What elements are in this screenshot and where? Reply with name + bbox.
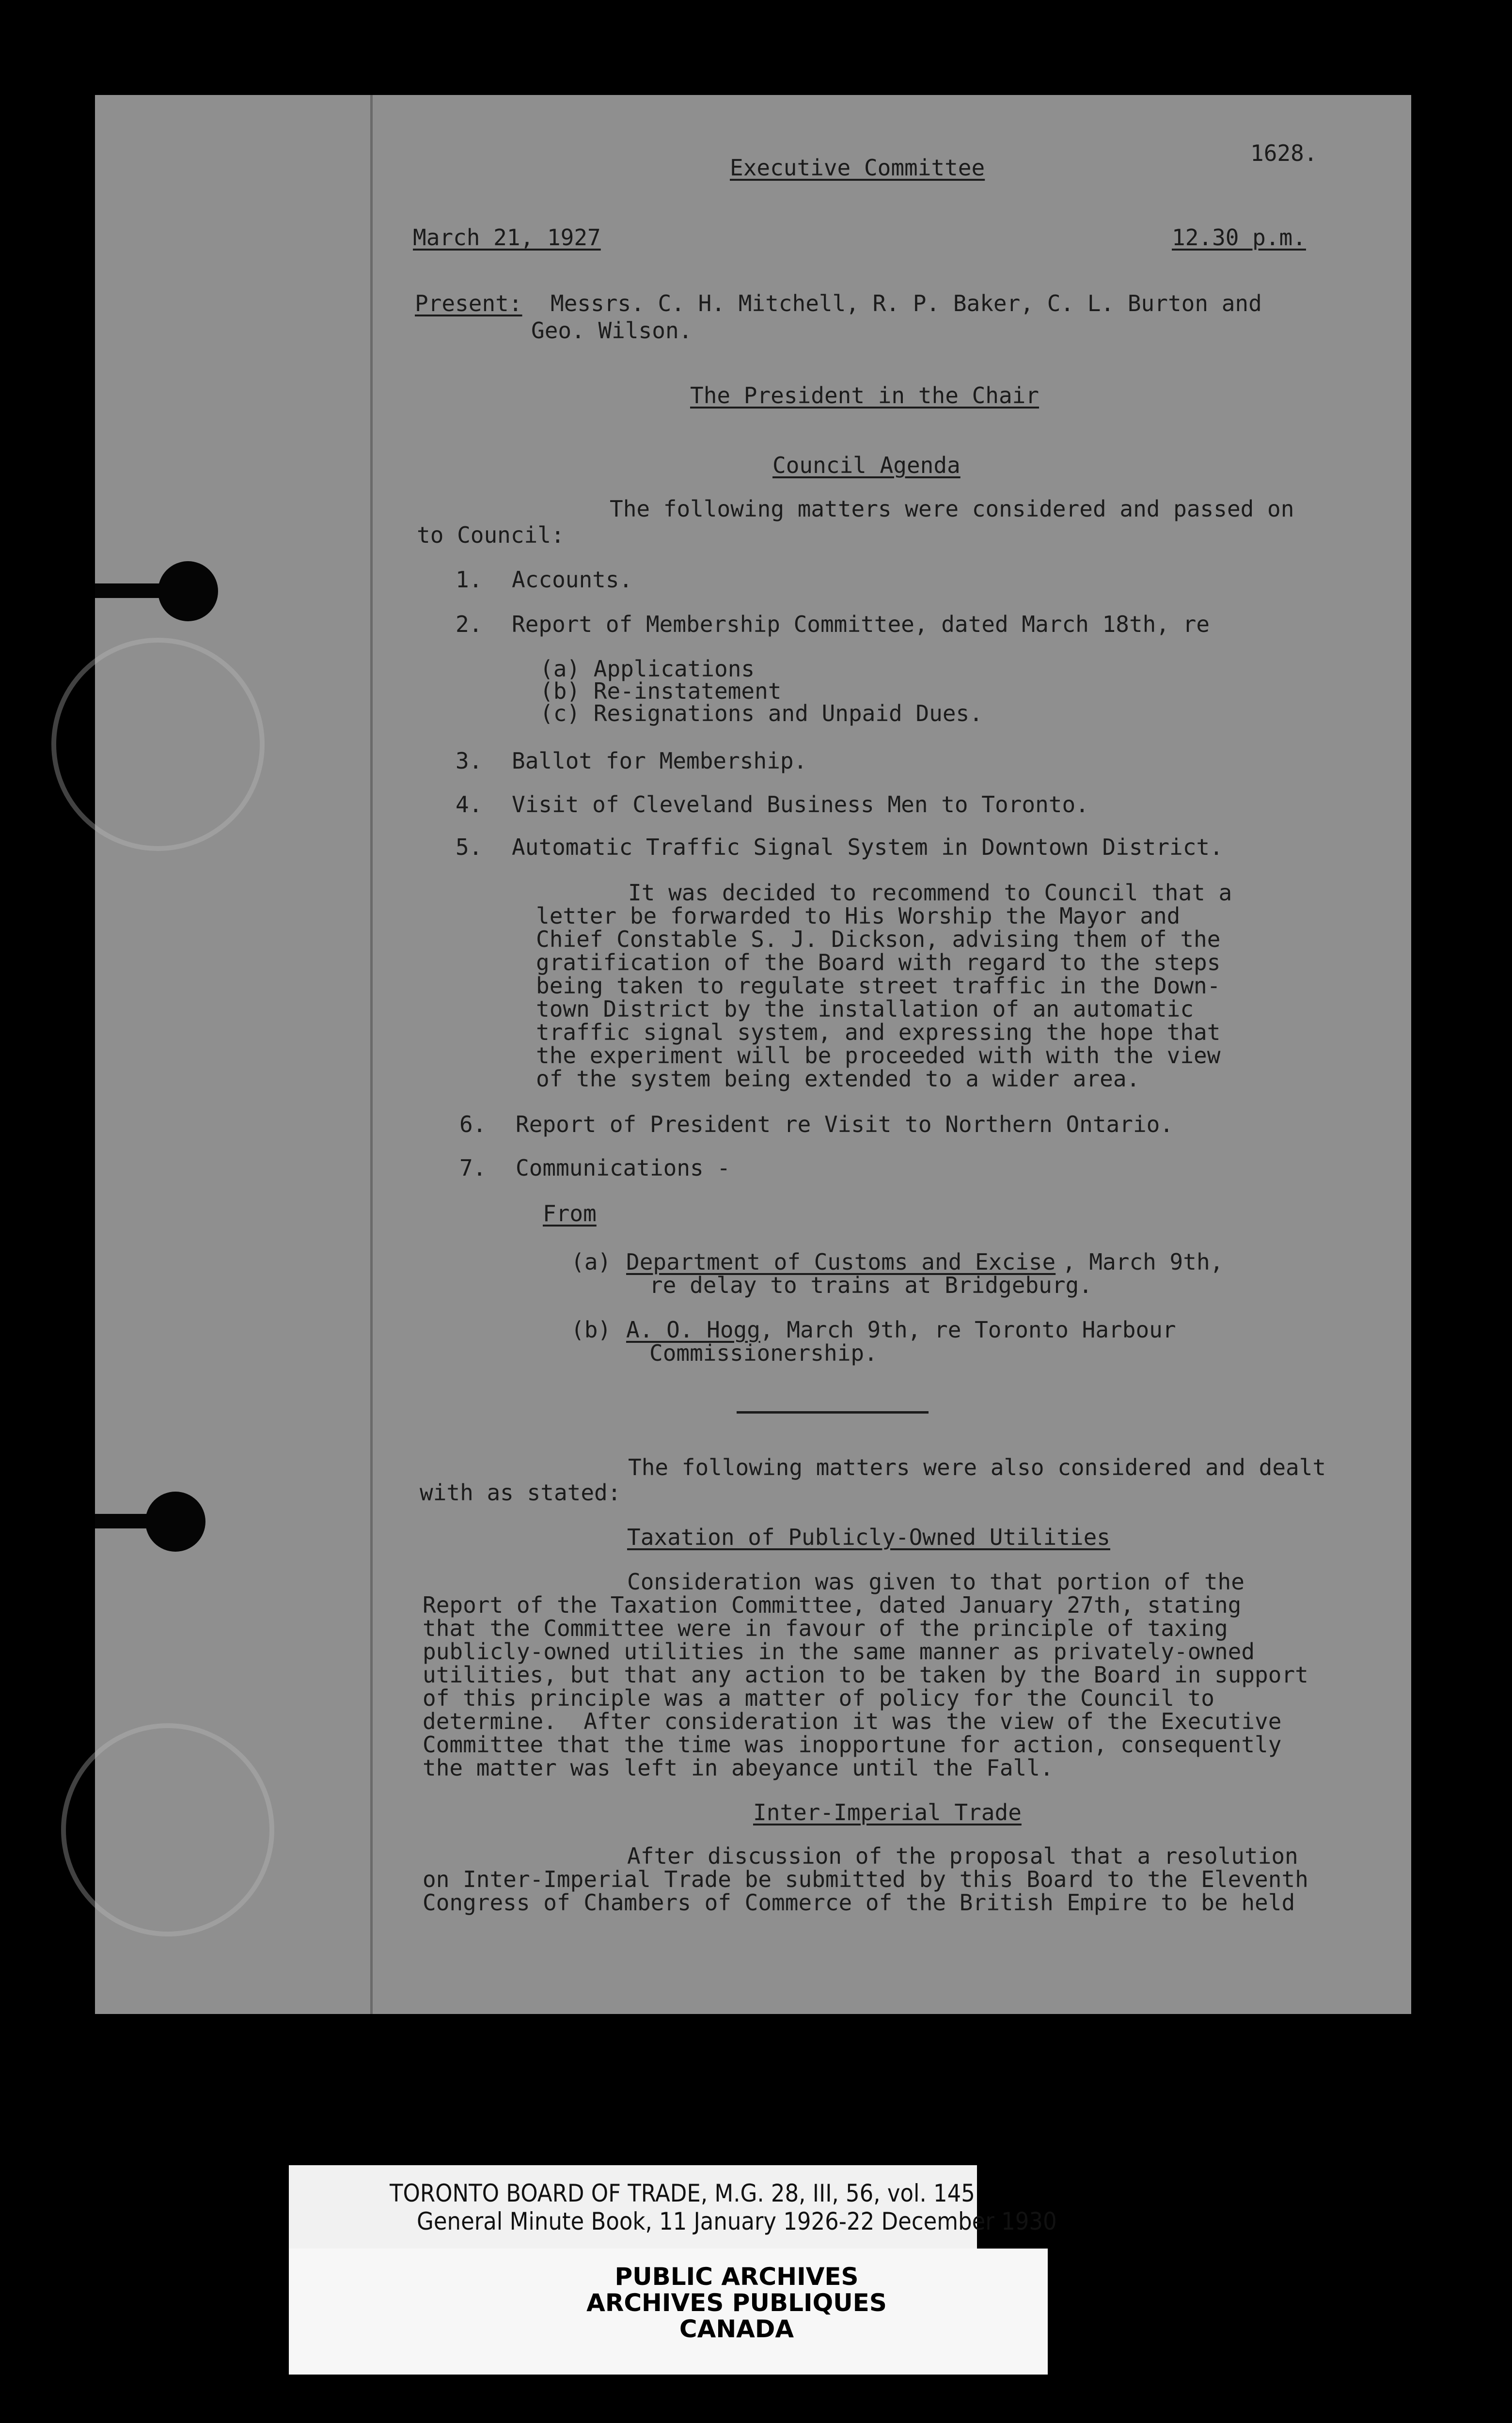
item5-para-line: Chief Constable S. J. Dickson, advising them of the	[536, 926, 1221, 952]
comm-b-line-2: Commissionership.	[649, 1340, 878, 1366]
taxation-line: publicly-owned utilities in the same manner as privately-owned	[423, 1638, 1255, 1665]
item-num-7: 7.	[459, 1155, 487, 1181]
item5-para-line: the experiment will be proceeded with with the view	[536, 1042, 1221, 1069]
meeting-date: March 21, 1927	[413, 224, 601, 251]
faint-stamp-upper	[51, 638, 265, 851]
comm-b-prefix: (b)	[571, 1317, 612, 1343]
taxation-line: utilities, but that any action to be taken by the Board in support	[423, 1662, 1308, 1688]
item5-para-line: being taken to regulate street traffic in the Down-	[536, 973, 1221, 999]
item-text-1: Accounts.	[512, 566, 633, 593]
archive-stamp-line-1: PUBLIC ARCHIVES	[614, 2263, 859, 2291]
item5-para-line: It was decided to recommend to Council that a	[628, 880, 1232, 906]
document-page	[95, 95, 1411, 2014]
item-text-5: Automatic Traffic Signal System in Downtown District.	[512, 834, 1223, 860]
agenda-intro-2: to Council:	[417, 522, 565, 548]
label-line-1: TORONTO BOARD OF TRADE, M.G. 28, III, 56, vol. 145	[390, 2179, 975, 2207]
item-num-4: 4.	[456, 791, 483, 818]
present-line-1: Messrs. C. H. Mitchell, R. P. Baker, C. L. Burton and	[551, 290, 1262, 316]
page-number: 1628.	[1250, 140, 1318, 166]
item-text-4: Visit of Cleveland Business Men to Toronto.	[512, 791, 1089, 818]
sub-item-c: (c) Resignations and Unpaid Dues.	[540, 700, 983, 726]
archive-stamp-line-3: CANADA	[679, 2315, 794, 2343]
chair-heading: The President in the Chair	[690, 382, 1040, 409]
meeting-time: 12.30 p.m.	[1172, 224, 1306, 251]
taxation-heading: Taxation of Publicly-Owned Utilities	[627, 1524, 1110, 1550]
archive-stamp-line-2: ARCHIVES PUBLIQUES	[586, 2289, 887, 2317]
item5-para-line: letter be forwarded to His Worship the Mayor and	[536, 903, 1181, 929]
also-line-2: with as stated:	[420, 1479, 621, 1506]
taxation-line: the matter was left in abeyance until the Fall.	[423, 1755, 1054, 1781]
from-label: From	[543, 1200, 597, 1227]
label-line-2: General Minute Book, 11 January 1926-22 December 1930	[417, 2207, 1057, 2235]
item-num-5: 5.	[456, 834, 483, 860]
comm-a-rest: , March 9th,	[1062, 1249, 1224, 1275]
item-text-3: Ballot for Membership.	[512, 748, 807, 774]
trade-line: on Inter-Imperial Trade be submitted by this Board to the Eleventh	[423, 1866, 1308, 1892]
archive-label	[289, 2165, 1057, 2249]
comm-a-name: Department of Customs and Excise	[626, 1249, 1056, 1275]
item-text-7: Communications -	[516, 1155, 731, 1181]
punch-hole-upper	[158, 561, 218, 621]
comm-b-rest: , March 9th, re Toronto Harbour	[760, 1317, 1176, 1343]
item-num-3: 3.	[456, 748, 483, 774]
taxation-line: Consideration was given to that portion of the	[627, 1569, 1244, 1595]
sub-item-a: (a) Applications	[540, 656, 755, 682]
item5-para-line: gratification of the Board with regard to the steps	[536, 949, 1221, 975]
faint-stamp-lower	[61, 1723, 274, 1936]
also-line-1: The following matters were also considered and dealt	[628, 1454, 1326, 1480]
present-label: Present:	[415, 290, 522, 316]
item5-para-line: traffic signal system, and expressing the hope that	[536, 1019, 1221, 1045]
item-text-6: Report of President re Visit to Northern Ontario.	[516, 1111, 1174, 1137]
taxation-line: Committee that the time was inopportune for action, consequently	[423, 1731, 1282, 1758]
comm-a-line-2: re delay to trains at Bridgeburg.	[649, 1272, 1092, 1298]
present-line-2: Geo. Wilson.	[531, 317, 693, 344]
agenda-heading: Council Agenda	[772, 452, 961, 478]
taxation-line: determine. After consideration it was the view of the Executive	[423, 1708, 1282, 1734]
sub-item-b: (b) Re-instatement	[540, 678, 782, 704]
item-num-1: 1.	[456, 566, 483, 593]
trade-line: After discussion of the proposal that a resolution	[627, 1843, 1298, 1869]
item-num-2: 2.	[456, 611, 483, 637]
trade-heading: Inter-Imperial Trade	[753, 1799, 1022, 1825]
section-divider	[737, 1411, 929, 1414]
taxation-line: Report of the Taxation Committee, dated January 27th, stating	[423, 1592, 1242, 1618]
comm-a-prefix: (a)	[571, 1249, 612, 1275]
punch-hole-lower	[145, 1492, 205, 1552]
taxation-line: that the Committee were in favour of the principle of taxing	[423, 1615, 1228, 1641]
item-text-2: Report of Membership Committee, dated March 18th, re	[512, 611, 1210, 637]
margin-line	[370, 95, 373, 2014]
item5-para-line: town District by the installation of an automatic	[536, 996, 1194, 1022]
taxation-line: of this principle was a matter of policy for the Council to	[423, 1685, 1214, 1711]
comm-b-name: A. O. Hogg	[626, 1317, 760, 1343]
committee-title: Executive Committee	[730, 155, 985, 181]
trade-line: Congress of Chambers of Commerce of the British Empire to be held	[423, 1889, 1295, 1916]
item5-para-line: of the system being extended to a wider area.	[536, 1066, 1140, 1092]
agenda-intro-1: The following matters were considered and passed on	[610, 496, 1294, 522]
label-black-block	[1059, 2163, 1155, 2250]
item-num-6: 6.	[459, 1111, 487, 1137]
